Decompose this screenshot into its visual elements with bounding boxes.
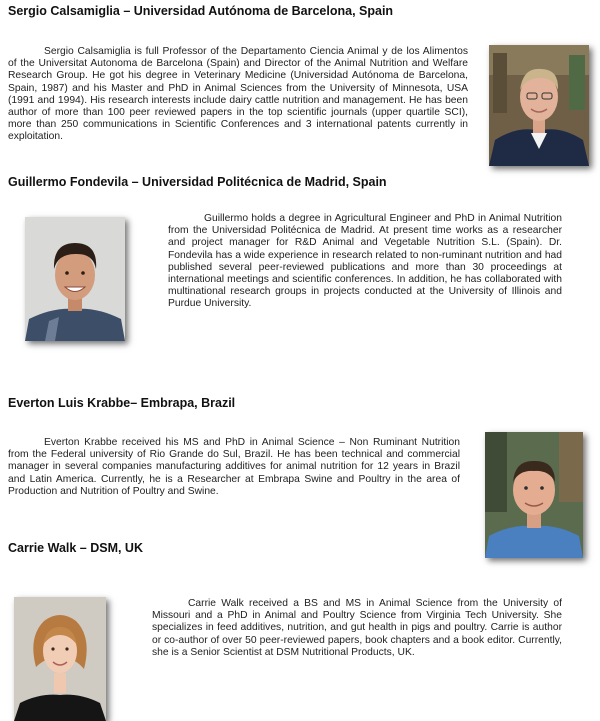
speaker-bio-krabbe: Everton Krabbe received his MS and PhD in Animal Science – Non Ruminant Nutrition from the Federal university of Rio Grande do Sul, Brazil. He has been technical and commercial manager in several companies manufacturing additives for animal nutrition for 12 years in Brazil and Latin America. Currently, he is a Researcher at Embrapa Swine and Poultry in the area of Production and Nutrition of Poultry and Swine.	[8, 437, 460, 497]
speaker-heading-calsamiglia: Sergio Calsamiglia – Universidad Autónoma de Barcelona, Spain	[8, 4, 394, 18]
speaker-photo-krabbe	[485, 432, 583, 558]
speaker-bio-calsamiglia: Sergio Calsamiglia is full Professor of the Departamento Ciencia Animal y de los Alimentos of the Universitat Autonoma de Barcelona (Spain) and Director of the Animal Nutrition and Welfare Research Group. He got his degree in Veterinary Medicine (Universidad Autónoma de Barcelona, Spain, 1987) and his Master and PhD in Animal Sciences from the University of Minnesota, USA (1991 and 1994). His research interests include dairy cattle nutrition and management. He has been author of more than 100 peer reviewed papers in the top scientific journals (upper quartile SCI), more than 250 communications in Scientific Conferences and 3 international patents currently in exploitation.	[8, 46, 468, 143]
speaker-photo-walk	[14, 597, 106, 721]
speaker-heading-krabbe: Everton Luis Krabbe– Embrapa, Brazil	[8, 396, 236, 410]
speaker-photo-fondevila	[25, 217, 125, 341]
speaker-heading-walk: Carrie Walk – DSM, UK	[8, 541, 143, 555]
speaker-heading-fondevila: Guillermo Fondevila – Universidad Politécnica de Madrid, Spain	[8, 175, 387, 189]
speaker-photo-calsamiglia	[489, 45, 589, 166]
speaker-bio-walk: Carrie Walk received a BS and MS in Animal Science from the University of Missouri and a PhD in Animal and Poultry Science from Virginia Tech University. She specializes in feed additives, nutrition, and gut health in pigs and poultry. Carrie is author or co-author of over 50 peer-reviewed papers, book chapters and a book editor. Currently, she is a Senior Scientist at DSM Nutritional Products, UK.	[152, 598, 562, 658]
speaker-bio-fondevila: Guillermo holds a degree in Agricultural Engineer and PhD in Animal Nutrition from the Universidad Politécnica de Madrid. At present time works as a researcher and project manager for R&D Animal and Vegetable Nutrition S.L. (Spain). Dr. Fondevila has a wide experience in research related to non-ruminant nutrition and had published several peer-reviewed publications and more than 30 proceedings at international meetings and scientific conferences. In addition, he has collaborated with multinational research groups in projects conducted at the University of Illinois and Purdue University.	[168, 213, 562, 310]
